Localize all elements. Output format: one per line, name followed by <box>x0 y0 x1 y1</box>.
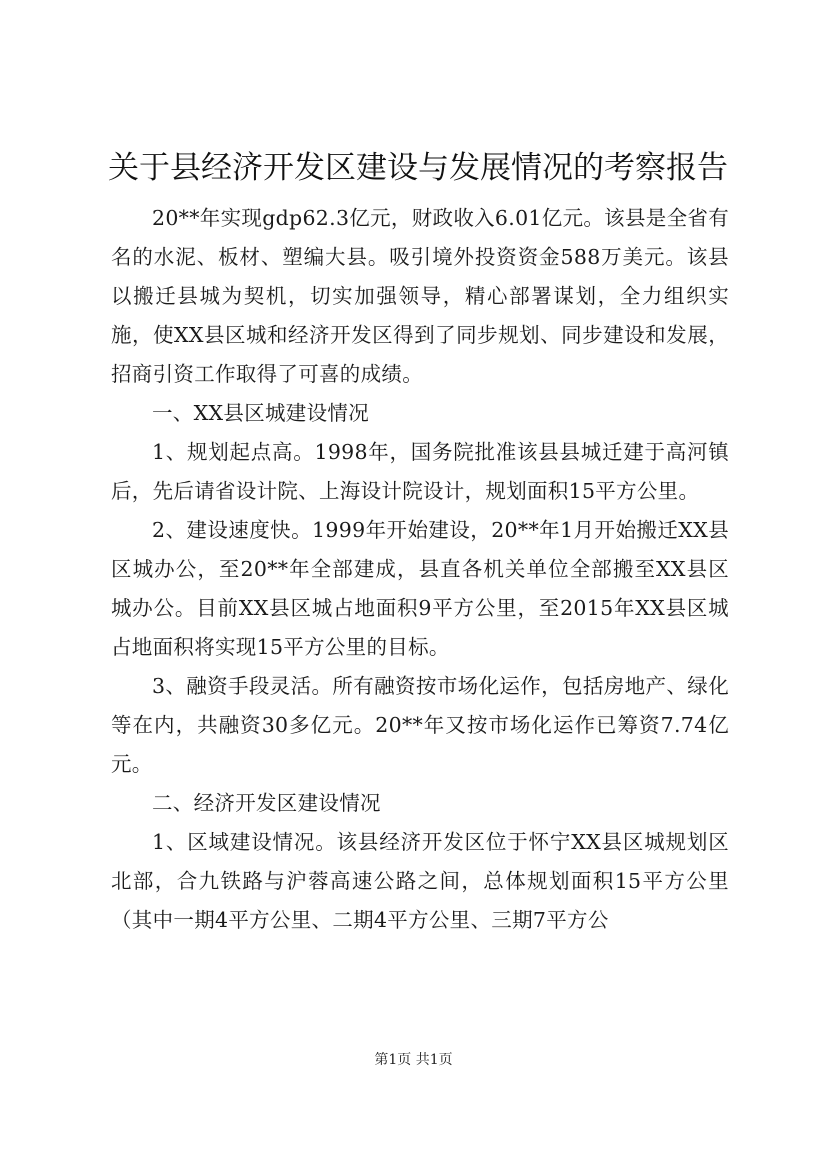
page-footer: 第1页 共1页 <box>374 1052 453 1068</box>
section-heading-2: 二、经济开发区建设情况 <box>152 791 381 815</box>
section-heading-1: 一、XX县区城建设情况 <box>152 401 369 425</box>
paragraph-intro: 20**年实现gdp62.3亿元，财政收入6.01亿元。该县是全省有名的水泥、板材、塑编大县。吸引境外投资资金588万美元。该县以搬迁县城为契机，切实加强领导，精心部署谋划，全力组织实施，使XX县区城和经济开发区得到了同步规划、同步建设和发展，招商引资工作取得了可喜的成绩。 <box>111 206 729 386</box>
paragraph-zone-construction: 1、区域建设情况。该县经济开发区位于怀宁XX县区城规划区北部，合九铁路与沪蓉高速公路之间，总体规划面积15平方公里（其中一期4平方公里、二期4平方公里、三期7平方公 <box>111 830 729 932</box>
paragraph-planning: 1、规划起点高。1998年，国务院批准该县县城迁建于高河镇后，先后请省设计院、上海设计院设计，规划面积15平方公里。 <box>111 440 729 503</box>
document-title: 关于县经济开发区建设与发展情况的考察报告 <box>108 150 728 186</box>
paragraph-construction-speed: 2、建设速度快。1999年开始建设，20**年1月开始搬迁XX县区城办公，至20**年全部建成，县直各机关单位全部搬至XX县区城办公。目前XX县区城占地面积9平方公里，至2015年XX县区城占地面积将实现15平方公里的目标。 <box>111 518 729 659</box>
document-body <box>111 199 729 940</box>
paragraph-financing: 3、融资手段灵活。所有融资按市场化运作，包括房地产、绿化等在内，共融资30多亿元。20**年又按市场化运作已筹资7.74亿元。 <box>111 674 729 776</box>
